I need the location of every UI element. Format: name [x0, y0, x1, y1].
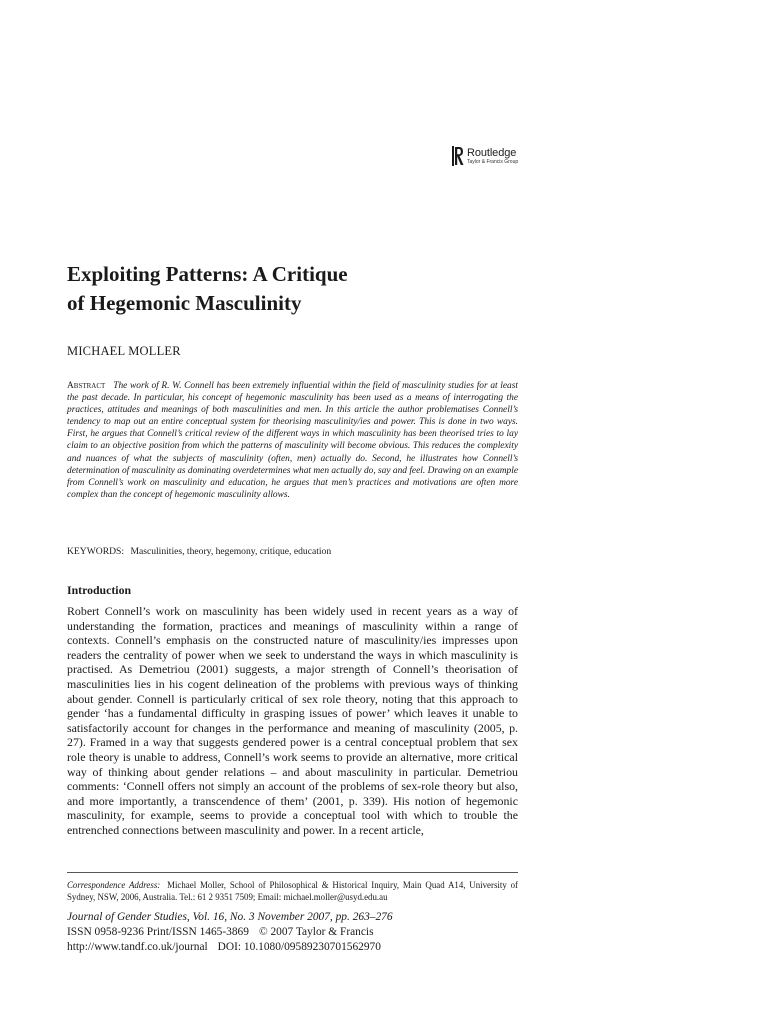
article-title-line-1: Exploiting Patterns: A Critique: [67, 262, 348, 286]
journal-info: [67, 910, 527, 955]
footnote-divider: [67, 872, 518, 873]
journal-url-line: [67, 940, 527, 955]
publisher-subtitle: Taylor & Francis Group: [467, 158, 519, 165]
journal-doi: DOI: 10.1080/09589230701562970: [217, 941, 381, 953]
publisher-logo-text: [467, 148, 518, 165]
section-heading-introduction: Introduction: [67, 583, 132, 597]
keywords-label: KEYWORDS:: [67, 546, 125, 557]
keywords: [67, 546, 518, 557]
abstract: [67, 380, 518, 501]
keywords-text: Masculinities, theory, hegemony, critique, education: [130, 546, 332, 557]
journal-issn-line: [67, 925, 527, 940]
introduction-paragraph: Robert Connell’s work on masculinity has been widely used in recent years as a way of understanding the formation, practices and meanings of masculinity within a range of contexts. Connell’s emphasis on the constructed nature of masculinity/ies impresses upon readers the centrality of power when we seek to understand the ways in which masculinity is practised. As Demetriou (2001) suggests, a major strength of Connell’s theorisation of masculinities lies in his cogent delineation of the problems with previous ways of thinking about gender. Connell is particularly critical of sex role theory, noting that this approach to gender ‘has a fundamental difficulty in grasping issues of power’ which leaves it unable to satisfactorily account for changes in the performance and meaning of masculinity (2005, p. 27). Framed in a way that suggests gendered power is a central conceptual problem that sex role theory is unable to address, Connell’s work seems to provide an alternative, more critical way of thinking about gender relations – and about masculinity in particular. Demetriou comments: ‘Connell offers not simply an account of the problems of sex-role theory but also, and more importantly, a transcendence of them’ (2001, p. 339). His notion of hegemonic masculinity, for example, seems to provide a conceptual tool with which to trouble the entrenched connections between masculinity and power. In a recent article,: [67, 604, 518, 837]
correspondence-address: [67, 879, 518, 903]
journal-copyright: © 2007 Taylor & Francis: [258, 926, 374, 938]
publisher-logo: [452, 146, 518, 166]
routledge-r-logo-icon: [452, 146, 464, 166]
article-title: [67, 260, 527, 318]
correspondence-label: Correspondence Address:: [67, 880, 161, 890]
correspondence-text: Michael Moller, School of Philosophical & Historical Inquiry, Main Quad A14, University of Sydney, NSW, 2006, Australia. Tel.: 61 2 9351 7509; Email: michael.moller@usyd.edu.au: [67, 880, 519, 902]
abstract-text: The work of R. W. Connell has been extremely influential within the field of masculinity studies for at least the past decade. In particular, his concept of hegemonic masculinity has been used as a means of interrogating the practices, attitudes and meanings of both masculinities and men. In this article the author problematises Connell’s tendency to map out an entire conceptual system for theorising masculinity/ies and power. This is done in two ways. First, he argues that Connell’s critical review of the different ways in which masculinity has been theorised tries to lay claim to an objective position from which the patterns of masculinity will become obvious. This reduces the complexity and nuances of what the subjects of masculinity (often, men) actually do. Second, he illustrates how Connell’s determination of masculinity as dominating overdetermines what men actually do, say and feel. Drawing on an example from Connell’s work on masculinity and education, he argues that men’s practices and motivations are often more complex than the concept of hegemonic masculinity allows.: [67, 381, 518, 500]
article-author: MICHAEL MOLLER: [67, 344, 181, 358]
journal-citation: Journal of Gender Studies, Vol. 16, No. 3 November 2007, pp. 263–276: [67, 911, 393, 923]
journal-issn: ISSN 0958-9236 Print/ISSN 1465-3869: [67, 926, 249, 938]
journal-url[interactable]: http://www.tandf.co.uk/journal: [67, 941, 208, 953]
publisher-name: Routledge: [467, 146, 517, 159]
article-title-line-2: of Hegemonic Masculinity: [67, 291, 302, 315]
abstract-label: Abstract: [67, 381, 106, 391]
